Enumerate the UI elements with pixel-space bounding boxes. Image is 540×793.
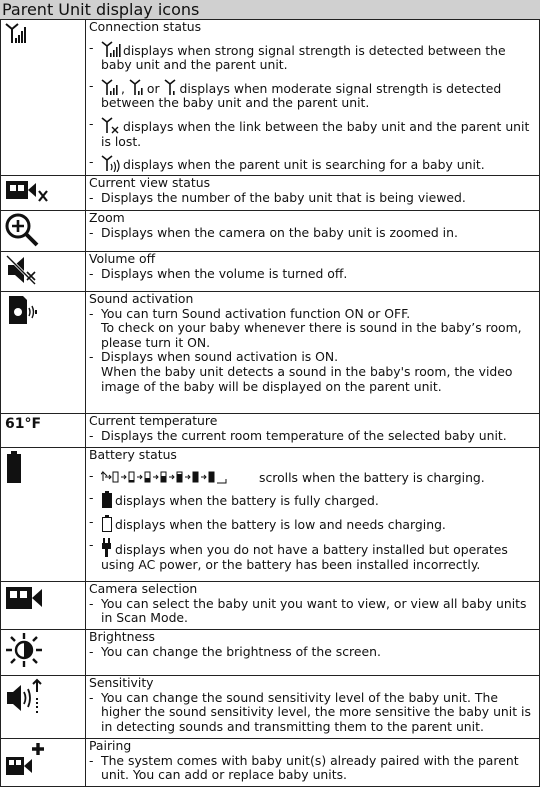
table-row [1, 448, 540, 582]
temperature-value: 61°F [1, 414, 86, 448]
list-item: - displays when the parent unit is searching for a baby unit. [89, 154, 485, 173]
list-item: - Displays when the volume is turned off. [89, 265, 348, 281]
camera-x-icon [5, 178, 85, 204]
table-row [1, 292, 540, 414]
table-row [1, 582, 540, 630]
table-row [1, 414, 540, 448]
row-title: Current temperature [89, 413, 218, 428]
battery-icon [5, 450, 85, 484]
row-title: Current view status [89, 175, 211, 190]
icon-table [0, 19, 540, 787]
list-item: - scrolls when the battery is charging. [89, 467, 485, 485]
sensitivity-icon [5, 678, 85, 718]
sound-activation-icon [5, 294, 85, 326]
list-item: - You can change the brightness of the screen. [89, 643, 381, 659]
table-row [1, 739, 540, 787]
table-row [1, 630, 540, 676]
row-title: Brightness [89, 629, 156, 644]
list-item: - You can change the sound sensitivity level of the baby unit. The higher the sound sensitivity level, the more sensitive the baby unit is in detecting sounds and transmitting them to the parent unit. [89, 689, 531, 734]
list-item: - displays when you do not have a battery installed but operates using AC power, or the battery has been installed incorrectly. [89, 537, 508, 572]
list-item: - Displays the current room temperature of the selected baby unit. [89, 427, 507, 443]
list-item: - Displays when the camera on the baby unit is zoomed in. [89, 224, 458, 240]
list-item: - Displays the number of the baby unit that is being viewed. [89, 189, 466, 205]
battery-full-icon [101, 491, 113, 508]
sun-icon [5, 632, 85, 668]
row-title: Battery status [89, 447, 177, 462]
table-row [1, 20, 540, 176]
row-title: Volume off [89, 251, 156, 266]
table-row [1, 211, 540, 252]
row-title: Pairing [89, 738, 132, 753]
camera-icon [5, 584, 85, 612]
row-title: Sensitivity [89, 675, 154, 690]
table-row [1, 252, 540, 292]
list-item: - displays when the battery is low and needs charging. [89, 513, 446, 532]
page-title: Parent Unit display icons [0, 0, 540, 19]
list-item: - You can turn Sound activation function ON or OFF. To check on your baby whenever there is sound in the baby’s room, please turn it ON. [89, 305, 522, 350]
camera-plus-icon [5, 741, 85, 779]
battery-low-icon [101, 515, 113, 532]
signal-strong-icon [101, 41, 121, 58]
signal-weak-icon [164, 79, 178, 96]
signal-lost-icon [101, 117, 121, 134]
list-item: - The system comes with baby unit(s) already paired with the parent unit. You can add or replace baby units. [89, 752, 519, 783]
signal-moderate-icon [101, 79, 119, 96]
list-item: - displays when strong signal strength is detected between the baby unit and the parent unit. [89, 39, 506, 73]
list-item: - You can select the baby unit you want to view, or view all baby units in Scan Mode. [89, 595, 527, 626]
row-title: Sound activation [89, 291, 194, 306]
list-item: - Displays when sound activation is ON. When the baby unit detects a sound in the baby's room, the video image of the baby will be displayed on the parent unit. [89, 349, 513, 394]
zoom-in-icon [5, 213, 85, 247]
row-title: Zoom [89, 210, 125, 225]
list-item: - displays when the battery is fully charged. [89, 490, 379, 509]
table-row [1, 676, 540, 739]
signal-searching-icon [101, 155, 121, 172]
ac-power-plug-icon [101, 538, 113, 557]
signal-antenna-icon [5, 22, 85, 44]
battery-charging-sequence-icon [101, 469, 251, 485]
row-title: Camera selection [89, 581, 198, 596]
list-item: - displays when the link between the baby unit and the parent unit is lost. [89, 115, 530, 149]
list-item: - , or displays when moderate signal strength is detected between the baby unit and the parent unit. [89, 77, 502, 111]
row-title: Connection status [89, 19, 202, 34]
speaker-muted-icon [5, 254, 85, 286]
signal-low-icon [129, 79, 145, 96]
table-row [1, 176, 540, 211]
